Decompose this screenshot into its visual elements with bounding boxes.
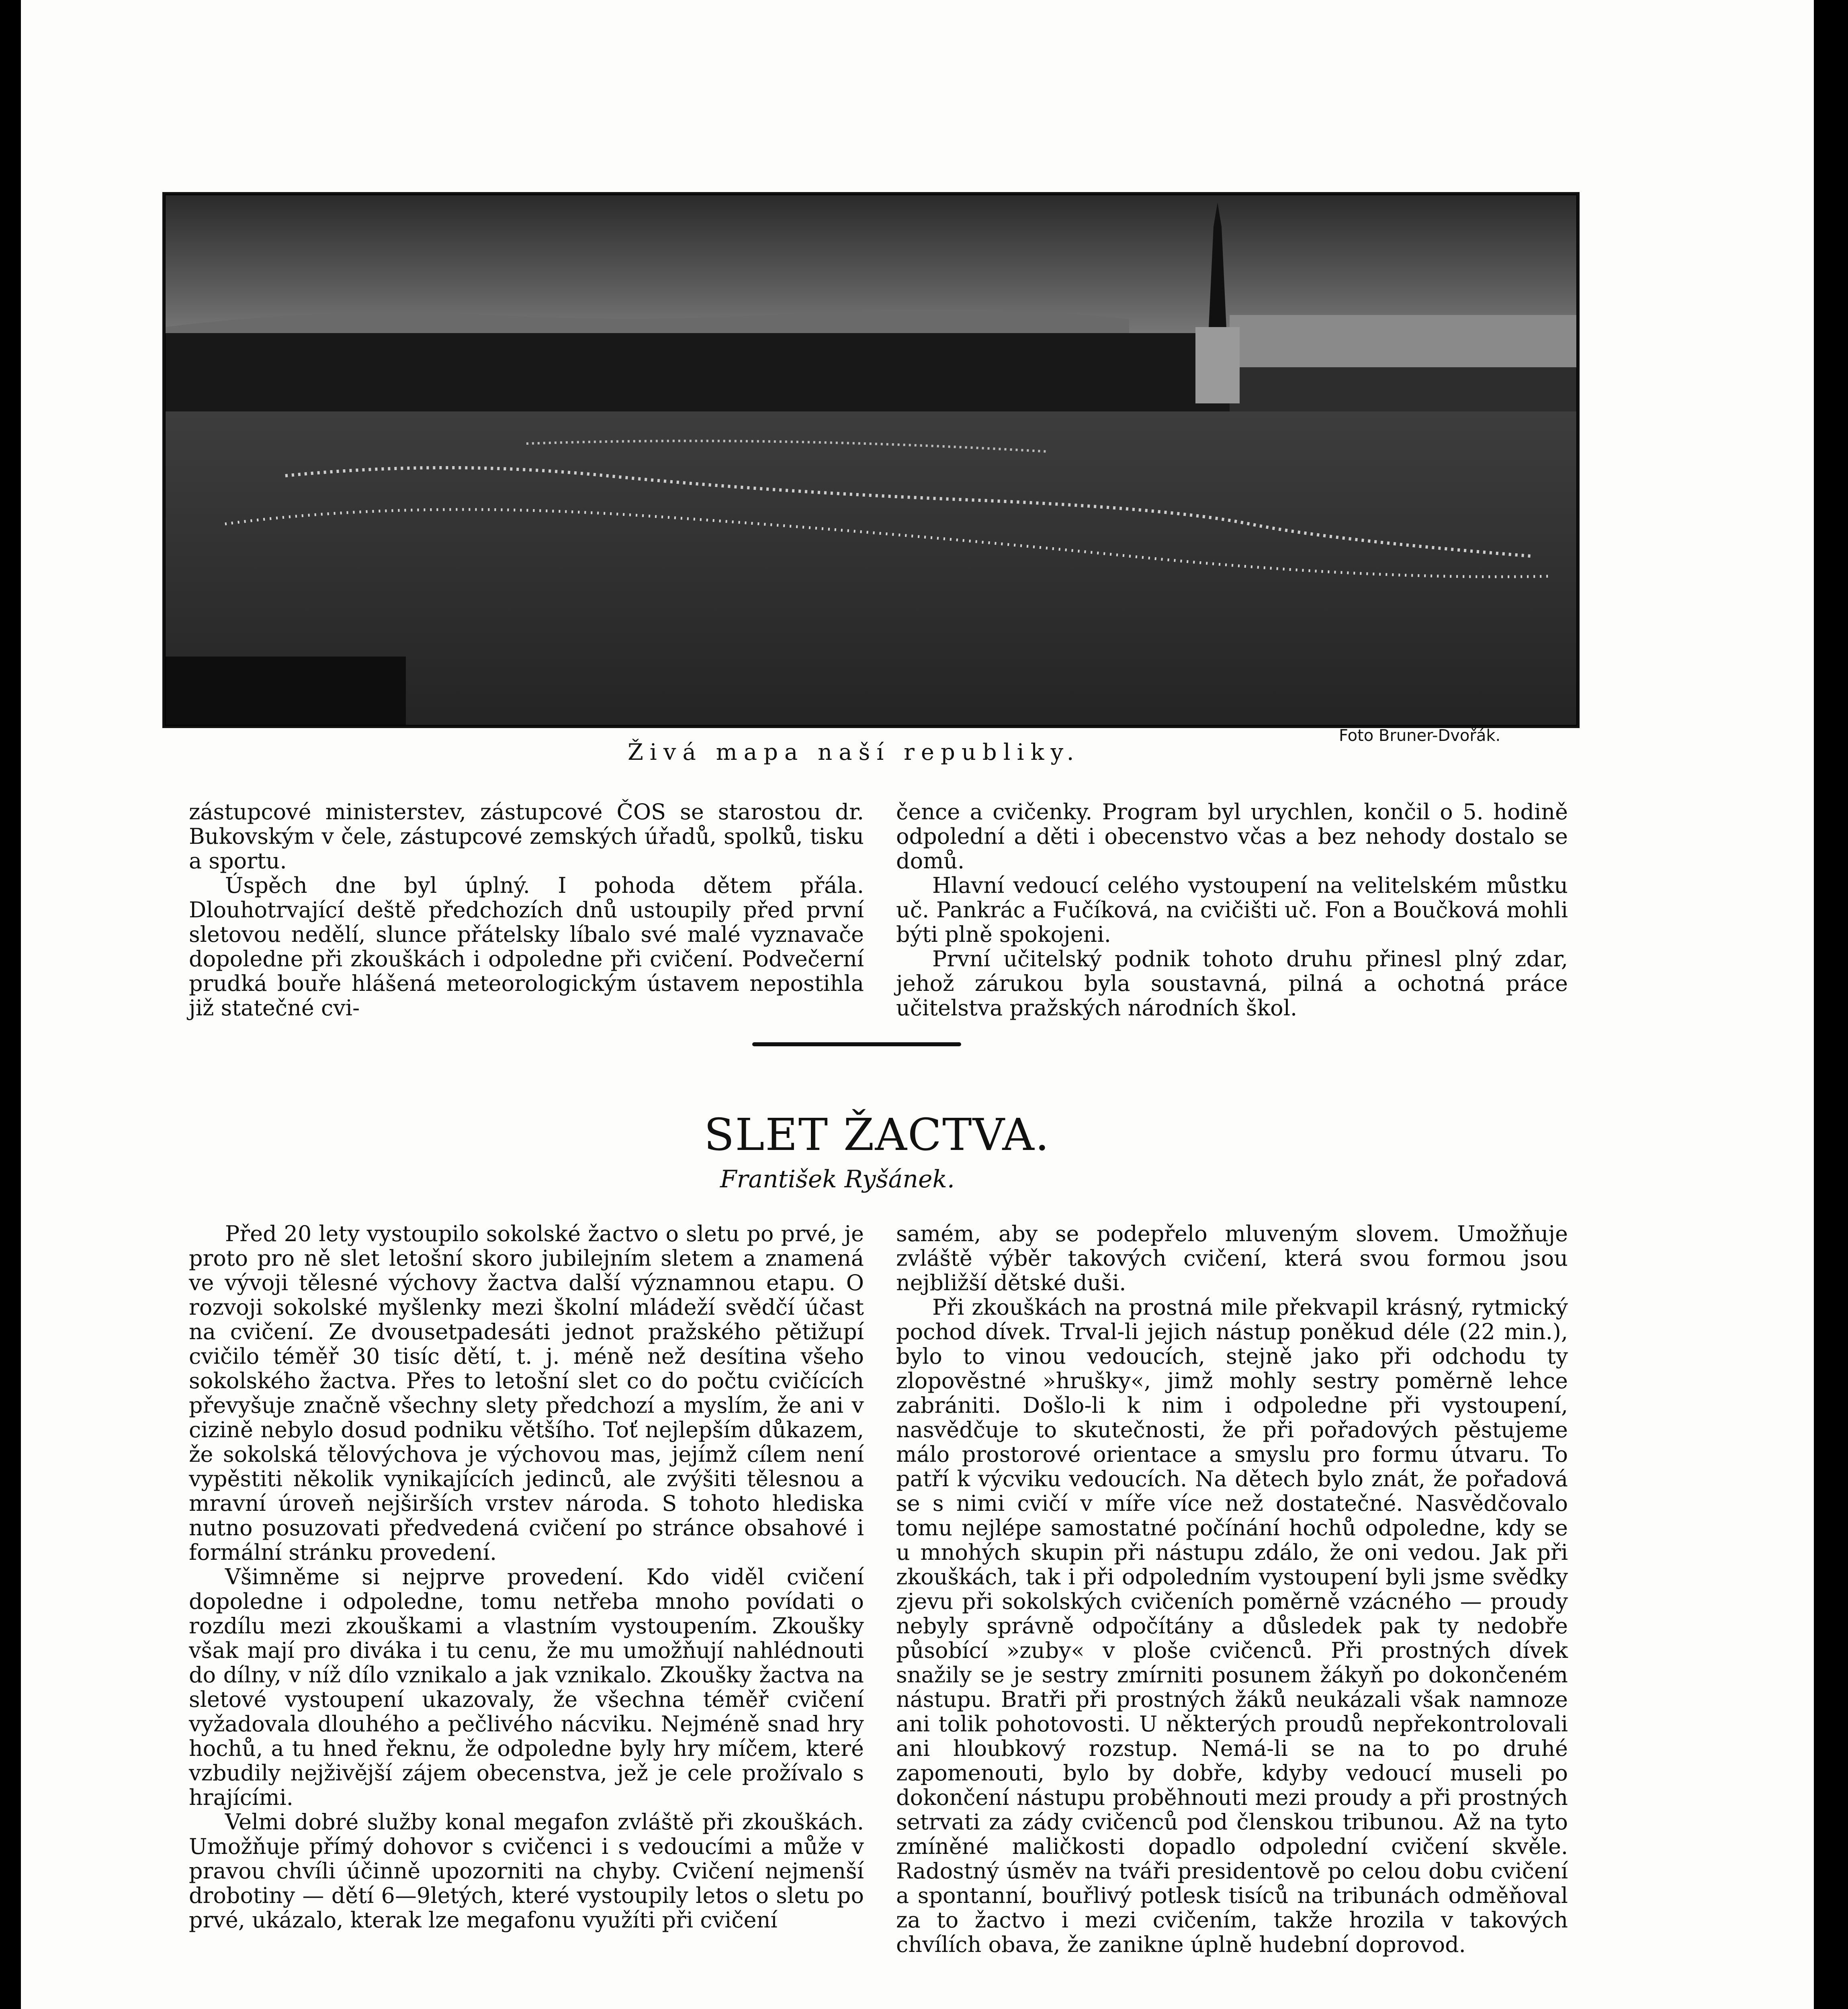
section-divider: [752, 1042, 961, 1046]
photo-caption: Živá mapa naší republiky.: [628, 739, 1081, 765]
photo-credit: Foto Bruner-Dvořák.: [1339, 726, 1501, 745]
page: [21, 0, 1814, 2009]
article-left-paragraph: Před 20 lety vystoupilo sokolské žactvo o sletu po prvé, je proto pro ně slet letošní skoro jubilejním sletem a znamená ve vývoji tělesné výchovy žactva další významnou etapu. O rozvoji sokolské myšlenky mezi školní mládeží svědčí účast na cvičení. Ze dvousetpadesáti jednot pražského pětižupí cvičilo téměř 30 tisíc dětí, t. j. méně než desítina všeho sokolského žactva. Přes to letošní slet co do počtu cvičících převyšuje značně všechny slety předchozí a myslím, že ani v cizině nebylo dosud podniku většího. Toť nejlepším důkazem, že sokolská tělovýchova je výchovou mas, jejímž cílem není vypěstiti několik vynikajících jedinců, ale zvýšiti tělesnou a mravní úroveň nejširších vrstev národa. S tohoto hlediska nutno posuzovati předvedená cvičení po stránce obsahové i formální stránku provedení.: [189, 1221, 864, 1565]
article-author: František Ryšánek.: [720, 1165, 955, 1193]
top-left-paragraph: Úspěch dne byl úplný. I pohoda dětem přála. Dlouhotrvající deště předchozích dnů ustoupily před první sletovou nedělí, slunce přátelsky líbalo své malé vyznavače dopoledne při zkouškách i odpoledne při cvičení. Podvečerní prudká bouře hlášená meteorologickým ústavem nepostihla již statečné cvi-: [189, 873, 864, 1021]
article-left-paragraph: Velmi dobré služby konal megafon zvláště při zkouškách. Umožňuje přímý dohovor s cvičenci i s vedoucími a může v pravou chvíli účinně upozorniti na chyby. Cvičení nejmenší drobotiny — dětí 6—9letých, které vystoupily letos o sletu po prvé, ukázalo, kterak lze megafonu využíti při cvičení: [189, 1809, 864, 1933]
stadium-photo-image: [165, 194, 1577, 726]
article-title: SLET ŽACTVA.: [704, 1109, 1050, 1160]
top-right-paragraph: První učitelský podnik tohoto druhu přinesl plný zdar, jehož zárukou byla soustavná, pilná a ochotná práce učitelstva pražských národních škol.: [896, 946, 1568, 1021]
article-left-column: [189, 1221, 864, 1932]
article-left-paragraph: Všimněme si nejprve provedení. Kdo viděl cvičení dopoledne i odpoledne, tomu netřeba mnoho povídati o rozdílu mezi zkouškami a vlastním vystoupením. Zkoušky však mají pro diváka i tu cenu, že mu umožňují nahlédnouti do dílny, v níž dílo vznikalo a jak vznikalo. Zkoušky žactva na sletové vystoupení ukazovaly, že všechna téměř cvičení vyžadovala dlouhého a pečlivého nácviku. Nejméně snad hry hochů, a tu hned řeknu, že odpoledne byly hry míčem, které vzbudily nejživější zájem obecenstva, jež je cele prožívalo s hrajícími.: [189, 1564, 864, 1810]
top-left-paragraph: zástupcové ministerstev, zástupcové ČOS se starostou dr. Bukovským v čele, zástupcové zemských úřadů, spolků, tisku a sportu.: [189, 799, 864, 874]
stadium-photo: [162, 192, 1580, 728]
top-article-right-column: [896, 800, 1568, 1020]
top-right-paragraph: čence a cvičenky. Program byl urychlen, končil o 5. hodině odpolední a děti i obecenstvo včas a bez nehody dostalo se domů.: [896, 799, 1568, 874]
top-article-left-column: [189, 800, 864, 1020]
article-right-column: [896, 1221, 1568, 1957]
article-right-paragraph: Při zkouškách na prostná mile překvapil krásný, rytmický pochod dívek. Trval-li jejich nástup poněkud déle (22 min.), bylo to vinou vedoucích, stejně jako při odchodu ty zlopověstné »hrušky«, jimž mohly sestry poměrně lehce zabrániti. Došlo-li k nim i odpoledne při vystoupení, nasvědčuje to skutečnosti, že při pořadových pěstujeme málo prostorové orientace a smyslu pro formu útvaru. To patří k výcviku vedoucích. Na dětech bylo znát, že pořadová se s nimi cvičí v míře více než dostatečné. Nasvědčovalo tomu nejlépe samostatné počínání hochů odpoledne, kdy se u mnohých skupin při nástupu zdálo, že oni vedou. Jak při zkouškách, tak i při odpoledním vystoupení byli jsme svědky zjevu při sokolských cvičeních poměrně vzácného — proudy nebyly správně odpočítány a důsledek pak ty nedobře působící »zuby« v ploše cvičenců. Při prostných dívek snažily se je sestry zmírniti posunem žákyň po dokončeném nástupu. Bratři při prostných žáků neukázali však namnoze ani tolik pohotovosti. U některých proudů nepřekontrolovali ani hloubkový rozstup. Nemá-li se na to po druhé zapomenouti, bylo by dobře, kdyby vedoucí museli po dokončení nástupu proběhnouti mezi proudy a při prostných setrvati za zády cvičenců pod členskou tribunou. Až na tyto zmíněné maličkosti dopadlo odpolední cvičení skvěle. Radostný úsměv na tváři presidentově po celou dobu cvičení a spontanní, bouřlivý potlesk tisíců na tribunách odměňoval za to žactvo i mezi cvičením, takže hrozila v takových chvílích obava, že zanikne úplně hudební doprovod.: [896, 1295, 1568, 1957]
article-right-paragraph: samém, aby se podepřelo mluveným slovem. Umožňuje zvláště výběr takových cvičení, která svou formou jsou nejbližší dětské duši.: [896, 1221, 1568, 1295]
top-right-paragraph: Hlavní vedoucí celého vystoupení na velitelském můstku uč. Pankrác a Fučíková, na cvičišti uč. Fon a Boučková mohli býti plně spokojeni.: [896, 873, 1568, 947]
